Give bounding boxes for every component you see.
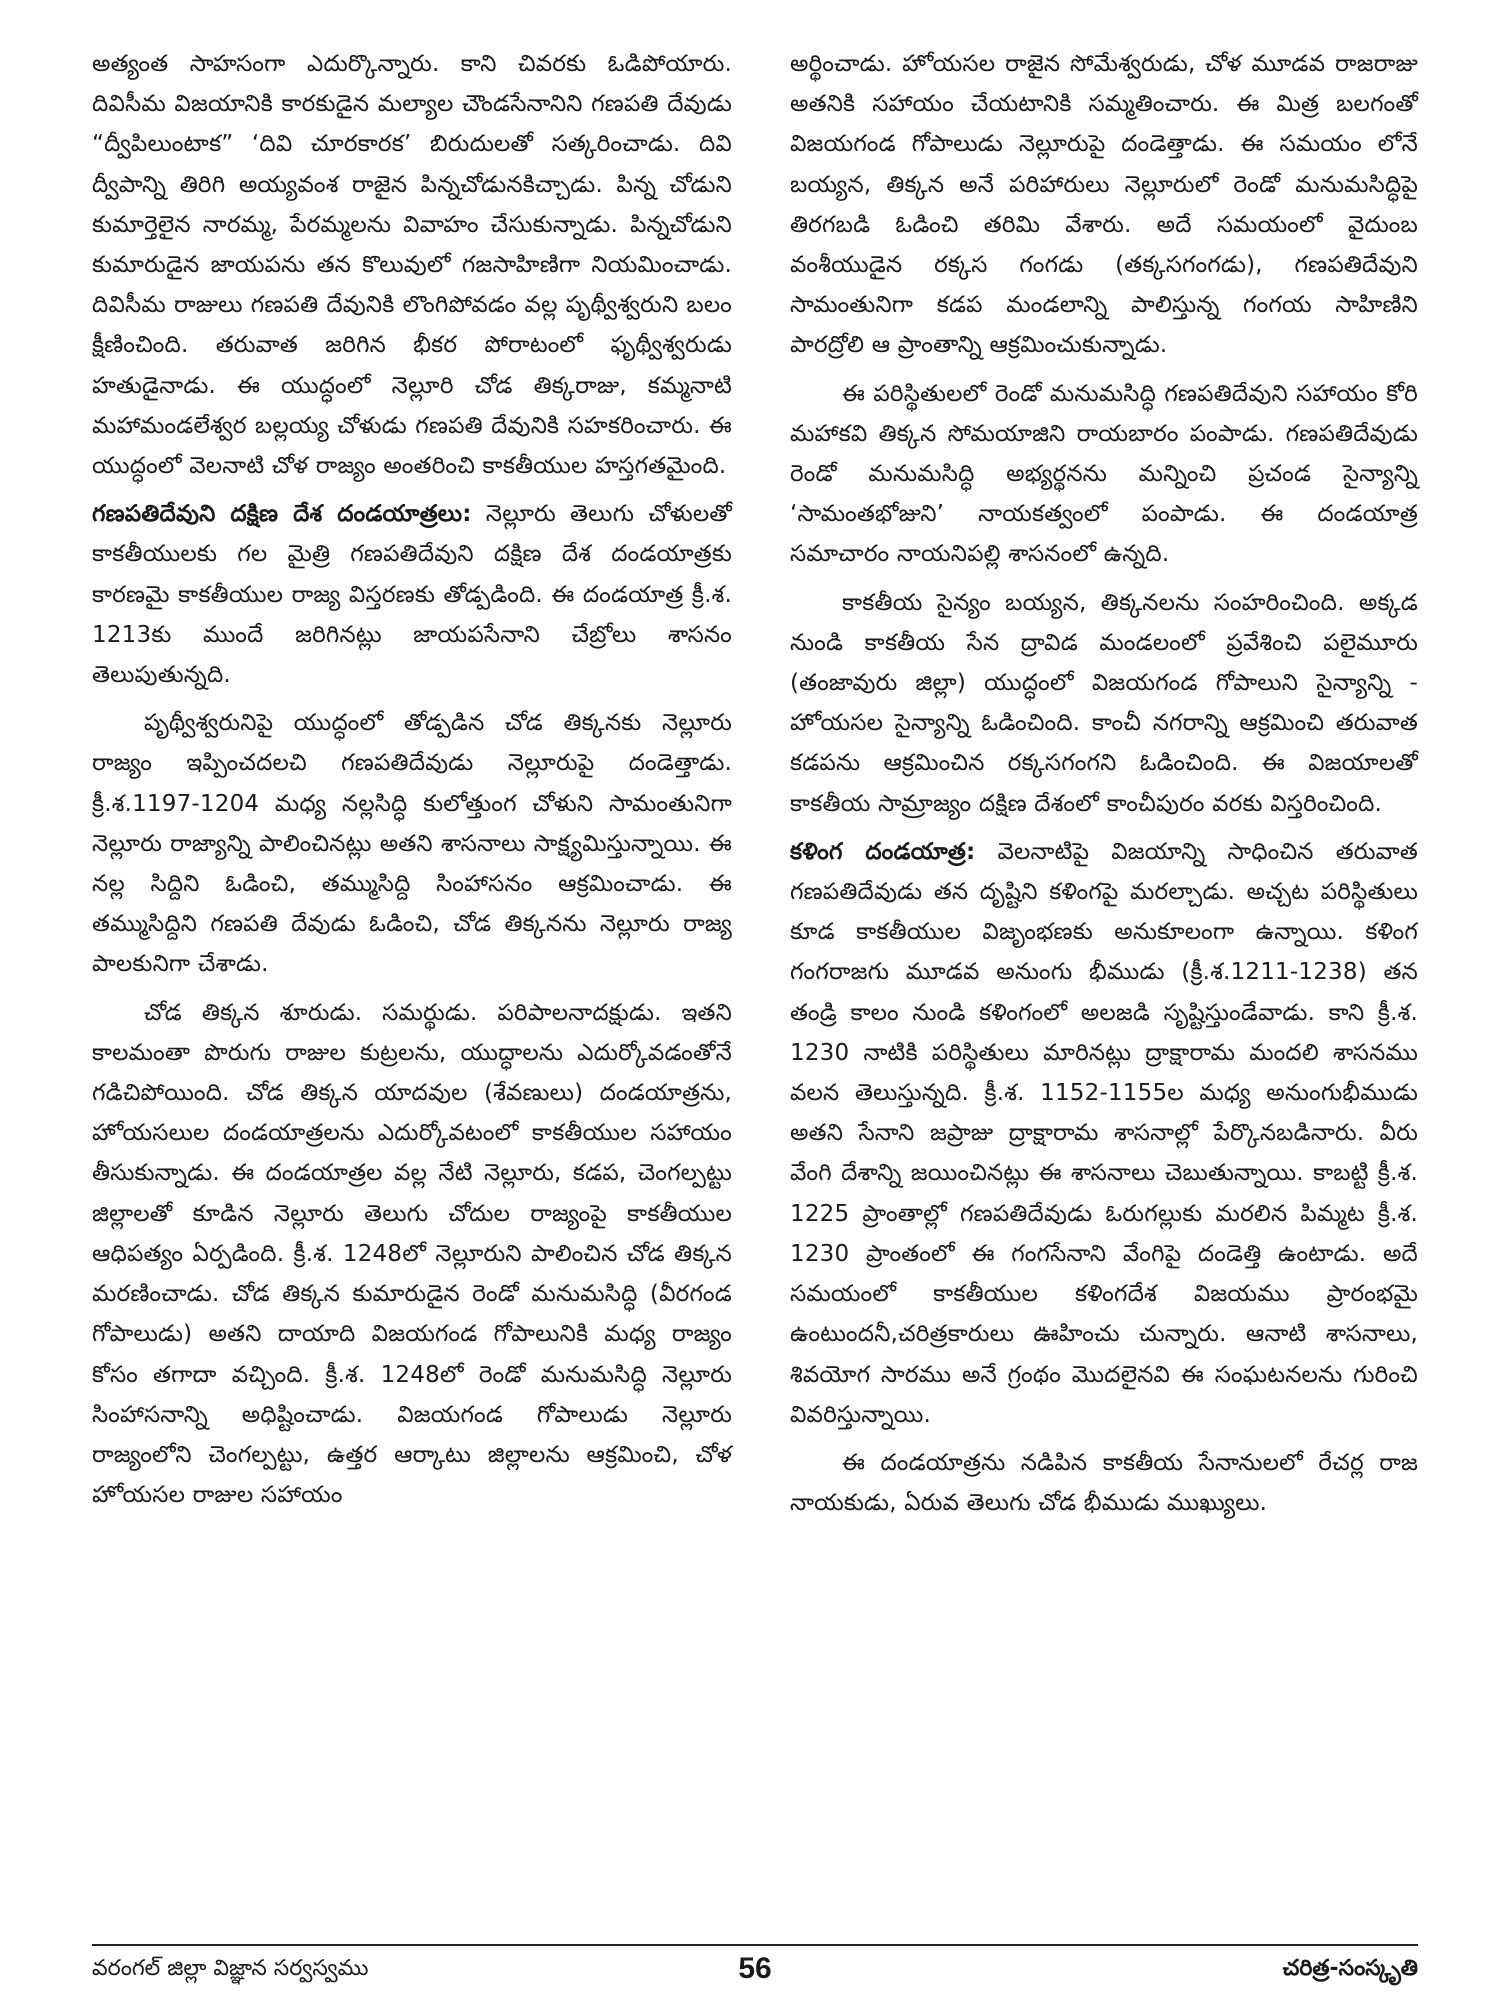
footer-book-title: వరంగల్ జిల్లా విజ్ఞాన సర్వస్వము (92, 1956, 369, 1981)
right-column (790, 44, 1418, 1531)
paragraph-text: నెల్లూరు తెలుగు చోళులతో కాకతీయులకు గల మైత్రి గణపతిదేవుని దక్షిణ దేశ దండయాత్రకు కారణమై కాకతీయుల రాజ్య విస్తరణకు తోడ్పడింది. ఈ దండయాత్ర క్రీ.శ. 1213కు ముందే జరిగినట్లు జాయపసేనాని చేబ్రోలు శాసనం తెలుపుతున్నది. (92, 501, 732, 689)
left-column (92, 44, 732, 1523)
paragraph (790, 832, 1418, 1435)
paragraph (790, 374, 1418, 575)
paragraph-text: ఈ పరిస్థితులలో రెండో మనుమసిద్ధి గణపతిదేవుని సహాయం కోరి మహాకవి తిక్కన సోమయాజిని రాయబారం పంపాడు. గణపతిదేవుడు రెండో మనుమసిద్ధి అభ్యర్థనను మన్నించి ప్రచండ సైన్యాన్ని ‘సామంతభోజుని’ నాయకత్వంలో పంపాడు. ఈ దండయాత్ర సమాచారం నాయనిపల్లి శాసనంలో ఉన్నది. (790, 380, 1418, 568)
page-footer (92, 1952, 1418, 1992)
footer-rule (92, 1944, 1418, 1946)
page-number: 56 (738, 1952, 772, 1985)
paragraph (92, 993, 732, 1516)
paragraph-text: కాకతీయ సైన్యం బయ్యన, తిక్కనలను సంహరించింది. అక్కడ నుండి కాకతీయ సేన ద్రావిడ మండలంలో ప్రవేశించి పలైమూరు (తంజావురు జిల్లా) యుద్ధంలో విజయగండ గోపాలుని సైన్యాన్ని - హోయసల సైన్యాన్ని ఓడించింది. కాంచీ నగరాన్ని ఆక్రమించి తరువాత కడపను ఆక్రమించిన రక్కసగంగని ఓడించింది. ఈ విజయాలతో కాకతీయ సామ్రాజ్యం దక్షిణ దేశంలో కాంచీపురం వరకు విస్తరించింది. (790, 589, 1418, 817)
column-gutter (760, 40, 761, 1920)
paragraph-text: పృథ్వీశ్వరునిపై యుద్ధంలో తోడ్పడిన చోడ తిక్కనకు నెల్లూరు రాజ్యం ఇప్పించదలచి గణపతిదేవుడు నెల్లూరుపై దండెత్తాడు. క్రీ.శ.1197-1204 మధ్య నల్లసిద్ధి కులోత్తుంగ చోళుని సామంతునిగా నెల్లూరు రాజ్యాన్ని పాలించినట్లు అతని శాసనాలు సాక్ష్యమిస్తున్నాయి. ఈ నల్ల సిద్దిని ఓడించి, తమ్ముసిద్ది సింహాసనం ఆక్రమించాడు. ఈ తమ్ముసిద్దిని గణపతి దేవుడు ఓడించి, చోడ తిక్కనను నెల్లూరు రాజ్య పాలకునిగా చేశాడు. (92, 710, 732, 978)
paragraph-text: వెలనాటిపై విజయాన్ని సాధించిన తరువాత గణపతిదేవుడు తన దృష్టిని కళింగపై మరల్చాడు. అచ్చట పరిస్థితులు కూడ కాకతీయుల విజృంభణకు అనుకూలంగా ఉన్నాయి. కళింగ గంగరాజగు మూడవ అనుంగు భీముడు (క్రీ.శ.1211-1238) తన తండ్రి కాలం నుండి కళింగంలో అలజడి సృష్టిస్తుండేవాడు. కాని క్రీ.శ. 1230 నాటికి పరిస్థితులు మారినట్లు ద్రాక్షారామ మందలి శాసనము వలన తెలుస్తున్నది. క్రీ.శ. 1152-1155ల మధ్య అనుంగుభీముడు అతని సేనాని జప్రాజు ద్రాక్షారామ శాసనాల్లో పేర్కొనబడినారు. వీరు వేంగి దేశాన్ని జయించినట్లు ఈ శాసనాలు చెబుతున్నాయి. కాబట్టి క్రీ.శ. 1225 ప్రాంతాల్లో గణపతిదేవుడు ఓరుగల్లుకు మరలిన పిమ్మట క్రీ.శ. 1230 ప్రాంతంలో ఈ గంగసేనాని వేంగిపై దండెత్తి ఉంటాడు. అదే సమయంలో కాకతీయుల కళింగదేశ విజయము ప్రారంభమై ఉంటుందనీ,చరిత్రకారులు ఊహించు చున్నారు. ఆనాటి శాసనాలు, శివయోగ సారము అనే గ్రంథం మొదలైనవి ఈ సంఘటనలను గురించి వివరిస్తున్నాయి. (790, 838, 1418, 1428)
paragraph-text: ఈ దండయాత్రను నడిపిన కాకతీయ సేనానులలో రేచర్ల రాజ నాయకుడు, ఏరువ తెలుగు చోడ భీముడు ముఖ్యులు. (790, 1449, 1418, 1517)
section-heading: కళింగ దండయాత్ర: (790, 838, 976, 865)
paragraph (92, 494, 732, 695)
section-heading: గణపతిదేవుని దక్షిణ దేశ దండయాత్రలు: (92, 501, 472, 528)
paragraph-text: చోడ తిక్కన శూరుడు. సమర్థుడు. పరిపాలనాదక్షుడు. ఇతని కాలమంతా పొరుగు రాజుల కుట్రలను, యుద్ధాలను ఎదుర్కోవడంతోనే గడిచిపోయింది. చోడ తిక్కన యాదవుల (శేవణులు) దండయాత్రను, హోయసలుల దండయాత్రలను ఎదుర్కోవటంలో కాకతీయుల సహాయం తీసుకున్నాడు. ఈ దండయాత్రల వల్ల నేటి నెల్లూరు, కడప, చెంగల్పట్టు జిల్లాలతో కూడిన నెల్లూరు తెలుగు చోదుల రాజ్యంపై కాకతీయుల ఆధిపత్యం ఏర్పడింది. క్రీ.శ. 1248లో నెల్లూరుని పాలించిన చోడ తిక్కన మరణించాడు. చోడ తిక్కన కుమారుడైన రెండో మనుమసిద్ధి (వీరగండ గోపాలుడు) అతని దాయాది విజయగండ గోపాలునికి మధ్య రాజ్యం కోసం తగాదా వచ్చింది. క్రీ.శ. 1248లో రెండో మనుమసిద్ధి నెల్లూరు సింహాసనాన్ని అధిష్టించాడు. విజయగండ గోపాలుడు నెల్లూరు రాజ్యంలోని చెంగల్పట్టు, ఉత్తర ఆర్కాటు జిల్లాలను ఆక్రమించి, చోళ హోయసల రాజుల సహాయం (92, 999, 732, 1509)
paragraph-text: అర్థించాడు. హోయసల రాజైన సోమేశ్వరుడు, చోళ మూడవ రాజరాజు అతనికి సహాయం చేయటానికి సమ్మతించారు. ఈ మిత్ర బలగంతో విజయగండ గోపాలుడు నెల్లూరుపై దండెత్తాడు. ఈ సమయం లోనే బయ్యన, తిక్కన అనే పరిహారులు నెల్లూరులో రెండో మనుమసిద్ధిపై తిరగబడి ఓడించి తరిమి వేశారు. అదే సమయంలో వైదుంబ వంశీయుడైన రక్కస గంగడు (తక్కసగంగడు), గణపతిదేవుని సామంతునిగా కడప మండలాన్ని పాలిస్తున్న గంగయ సాహిణిని పారద్రోలి ఆ ప్రాంతాన్ని ఆక్రమించుకున్నాడు. (790, 51, 1418, 359)
paragraph (790, 44, 1418, 366)
paragraph (92, 703, 732, 984)
paragraph (92, 44, 732, 486)
paragraph (790, 583, 1418, 824)
paragraph-text: అత్యంత సాహసంగా ఎదుర్కొన్నారు. కాని చివరకు ఓడిపోయారు. దివిసీమ విజయానికి కారకుడైన మల్యాల చౌండసేనానిని గణపతి దేవుడు “ద్వీపిలుంటాక” ‘దివి చూరకారక’ బిరుదులతో సత్కరించాడు. దివి ద్వీపాన్ని తిరిగి అయ్యవంశ రాజైన పిన్నచోడునకిచ్చాడు. పిన్న చోడుని కుమార్తెలైన నారమ్మ, పేరమ్మలను వివాహం చేసుకున్నాడు. పిన్నచోడుని కుమారుడైన జాయపను తన కొలువులో గజసాహిణిగా నియమించాడు. దివిసీమ రాజులు గణపతి దేవునికి లొంగిపోవడం వల్ల పృథ్వీశ్వరుని బలం క్షీణించింది. తరువాత జరిగిన భీకర పోరాటంలో ఫృథ్వీశ్వరుడు హతుడైనాడు. ఈ యుద్ధంలో నెల్లూరి చోడ తిక్కరాజు, కమ్మనాటి మహామండలేశ్వర బల్లయ్య చోళుడు గణపతి దేవునికి సహకరించారు. ఈ యుద్ధంలో వెలనాటి చోళ రాజ్యం అంతరించి కాకతీయుల హస్తగతమైంది. (92, 51, 732, 480)
footer-section-title: చరిత్ర-సంస్కృతి (1282, 1956, 1418, 1981)
paragraph (790, 1443, 1418, 1523)
